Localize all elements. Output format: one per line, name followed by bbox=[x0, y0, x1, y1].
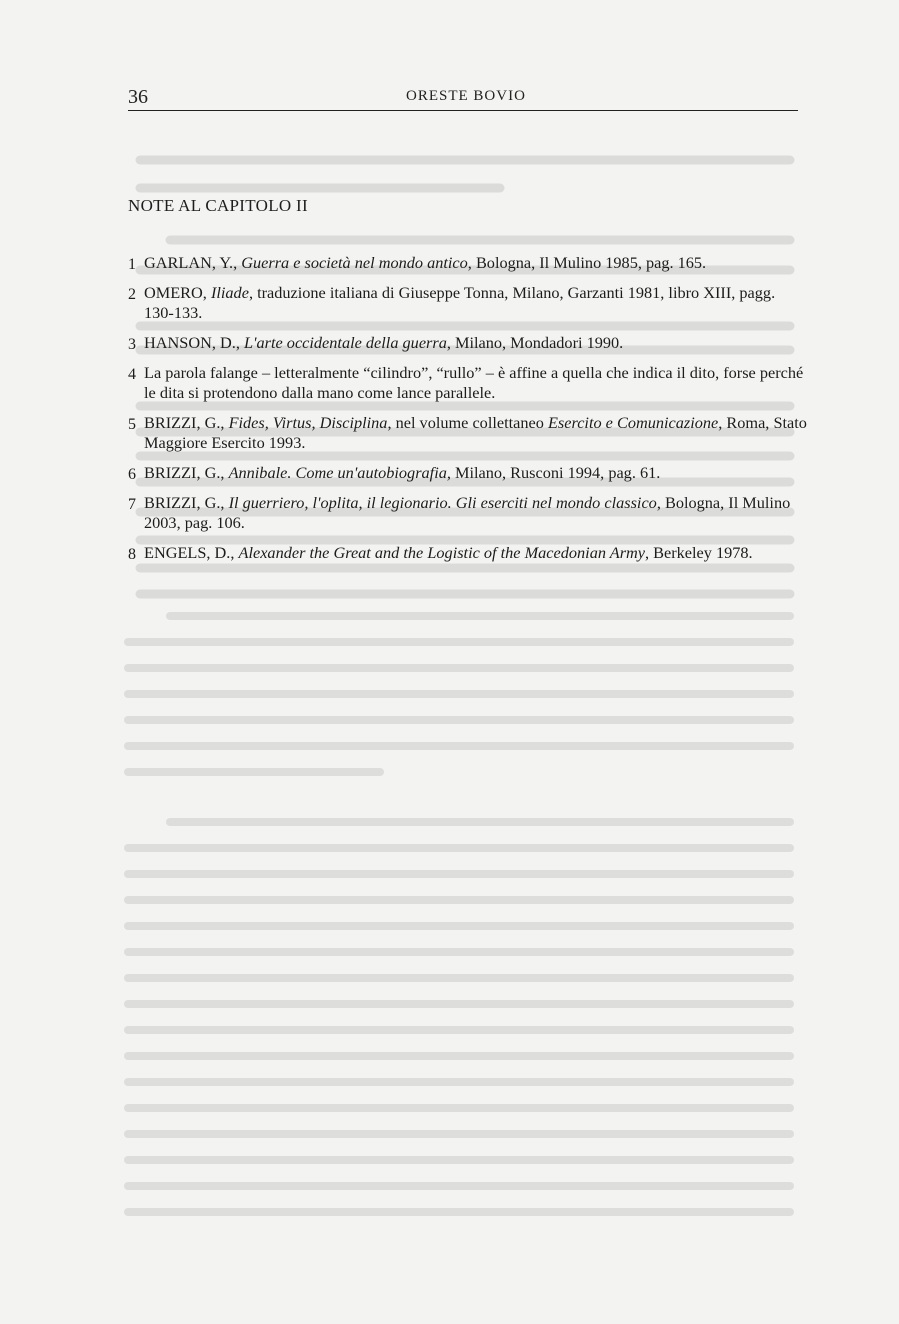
note-title: Il guerriero, l'oplita, il legionario. Gli eserciti nel mondo classico bbox=[228, 493, 657, 512]
page-number: 36 bbox=[128, 86, 148, 108]
note-7 bbox=[128, 493, 808, 533]
note-8 bbox=[128, 543, 808, 563]
note-3 bbox=[128, 333, 808, 353]
running-header bbox=[128, 86, 798, 111]
note-number: 8 bbox=[128, 546, 136, 563]
note-2 bbox=[128, 283, 808, 323]
note-text: GARLAN, Y., bbox=[144, 253, 242, 272]
note-number: 7 bbox=[128, 496, 136, 513]
note-text: OMERO, bbox=[144, 283, 211, 302]
note-text: , traduzione italiana di Giuseppe Tonna, Milano, Garzanti 1981, libro XIII, pagg. 130-133. bbox=[144, 283, 776, 322]
note-text: BRIZZI, G., bbox=[144, 463, 229, 482]
note-title: Esercito e Comunicazione bbox=[547, 413, 719, 432]
section-title: NOTE AL CAPITOLO II bbox=[128, 196, 308, 215]
note-number: 5 bbox=[128, 416, 136, 433]
note-text: BRIZZI, G., bbox=[144, 413, 229, 432]
note-text: , Berkeley 1978. bbox=[645, 543, 753, 562]
note-number: 4 bbox=[128, 366, 136, 383]
note-number: 3 bbox=[128, 336, 136, 353]
notes-list bbox=[128, 253, 808, 573]
note-title: Guerra e società nel mondo antico bbox=[241, 253, 468, 272]
note-title: Alexander the Great and the Logistic of the Macedonian Army bbox=[238, 543, 646, 562]
note-number: 1 bbox=[128, 256, 136, 273]
note-5 bbox=[128, 413, 808, 453]
note-title: Iliade bbox=[210, 283, 249, 302]
note-text: , Bologna, Il Mulino 2003, pag. 106. bbox=[144, 493, 791, 532]
note-text: HANSON, D., bbox=[144, 333, 244, 352]
note-text: , nel volume collettaneo bbox=[387, 413, 548, 432]
note-title: Fides, Virtus, Disciplina bbox=[228, 413, 388, 432]
note-text: Milano, Rusconi 1994, pag. 61. bbox=[450, 463, 661, 482]
note-text: ENGELS, D., bbox=[144, 543, 239, 562]
note-number: 6 bbox=[128, 466, 136, 483]
note-6 bbox=[128, 463, 808, 483]
note-text: , Bologna, Il Mulino 1985, pag. 165. bbox=[467, 253, 707, 272]
note-number: 2 bbox=[128, 286, 136, 303]
note-text: , Milano, Mondadori 1990. bbox=[446, 333, 624, 352]
note-title: L'arte occidentale della guerra bbox=[243, 333, 447, 352]
running-title: ORESTE BOVIO bbox=[406, 88, 526, 104]
note-4 bbox=[128, 363, 808, 403]
note-1 bbox=[128, 253, 808, 273]
note-text: , Roma, Stato Maggiore Esercito 1993. bbox=[144, 413, 807, 452]
note-text: La parola falange – letteralmente “cilindro”, “rullo” – è affine a quella che indica il dito, forse perché le dita si protendono dalla mano come lance parallele. bbox=[144, 363, 804, 402]
note-title: Annibale. Come un'autobiografia, bbox=[228, 463, 451, 482]
note-text: BRIZZI, G., bbox=[144, 493, 229, 512]
